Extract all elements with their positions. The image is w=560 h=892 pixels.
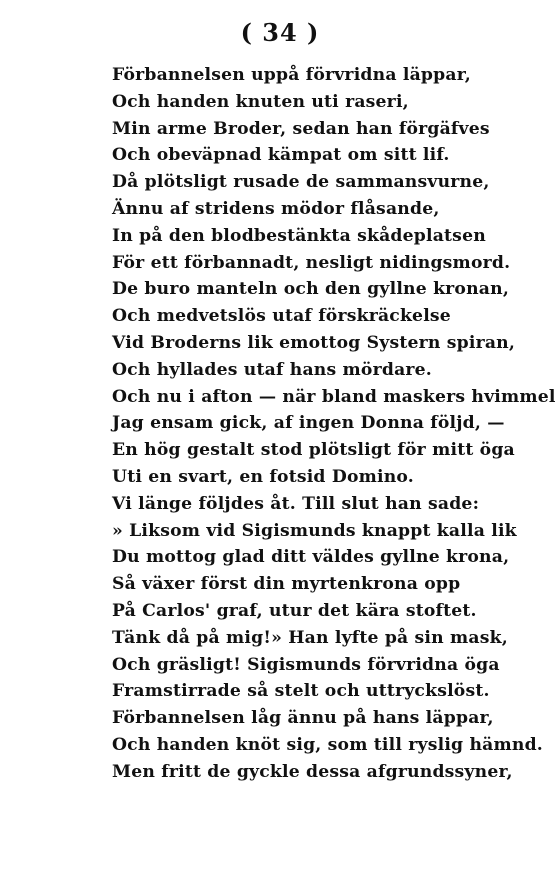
poem-line: Men fritt de gyckle dessa afgrundssyner, bbox=[112, 761, 513, 782]
poem-line: Då plötsligt rusade de sammansvurne, bbox=[112, 172, 490, 193]
poem-line: De buro manteln och den gyllne kronan, bbox=[112, 279, 510, 300]
poem-line: Tänk då på mig!» Han lyfte på sin mask, bbox=[112, 627, 508, 648]
poem-text bbox=[112, 62, 556, 786]
poem-line: Du mottog glad ditt väldes gyllne krona, bbox=[112, 547, 510, 568]
poem-line: För ett förbannadt, nesligt nidingsmord. bbox=[112, 252, 511, 273]
poem-line: Så växer först din myrtenkrona opp bbox=[112, 574, 461, 595]
poem-line: På Carlos' graf, utur det kära stoftet. bbox=[112, 600, 477, 621]
poem-line: Och obeväpnad kämpat om sitt lif. bbox=[112, 145, 450, 166]
poem-line: Och nu i afton — när bland maskers hvimmel bbox=[112, 386, 556, 407]
poem-line: Uti en svart, en fotsid Domino. bbox=[112, 466, 414, 487]
poem-line: Och hyllades utaf hans mördare. bbox=[112, 359, 432, 380]
poem-line: Vi länge följdes åt. Till slut han sade: bbox=[112, 493, 480, 514]
page-number: ( 34 ) bbox=[240, 18, 320, 47]
poem-line: Vid Broderns lik emottog Systern spiran, bbox=[112, 332, 516, 353]
poem-line: In på den blodbestänkta skådeplatsen bbox=[112, 225, 486, 246]
poem-line: Förbannelsen uppå förvridna läppar, bbox=[112, 65, 471, 85]
poem-line: Och handen knöt sig, som till ryslig hämnd. bbox=[112, 734, 543, 755]
poem-line: Förbannelsen låg ännu på hans läppar, bbox=[112, 708, 494, 729]
poem-line: » Liksom vid Sigismunds knappt kalla lik bbox=[112, 520, 517, 541]
poem-line: Framstirrade så stelt och uttryckslöst. bbox=[112, 681, 490, 702]
poem-line: Ännu af stridens mödor flåsande, bbox=[112, 198, 440, 219]
poem-line: Och handen knuten uti raseri, bbox=[112, 91, 409, 112]
poem-line: Min arme Broder, sedan han förgäfves bbox=[112, 118, 490, 139]
poem-line: En hög gestalt stod plötsligt för mitt öga bbox=[112, 440, 515, 461]
poem-line: Jag ensam gick, af ingen Donna följd, — bbox=[112, 413, 505, 434]
poem-line: Och medvetslös utaf förskräckelse bbox=[112, 306, 451, 327]
poem-line: Och gräsligt! Sigismunds förvridna öga bbox=[112, 654, 500, 675]
